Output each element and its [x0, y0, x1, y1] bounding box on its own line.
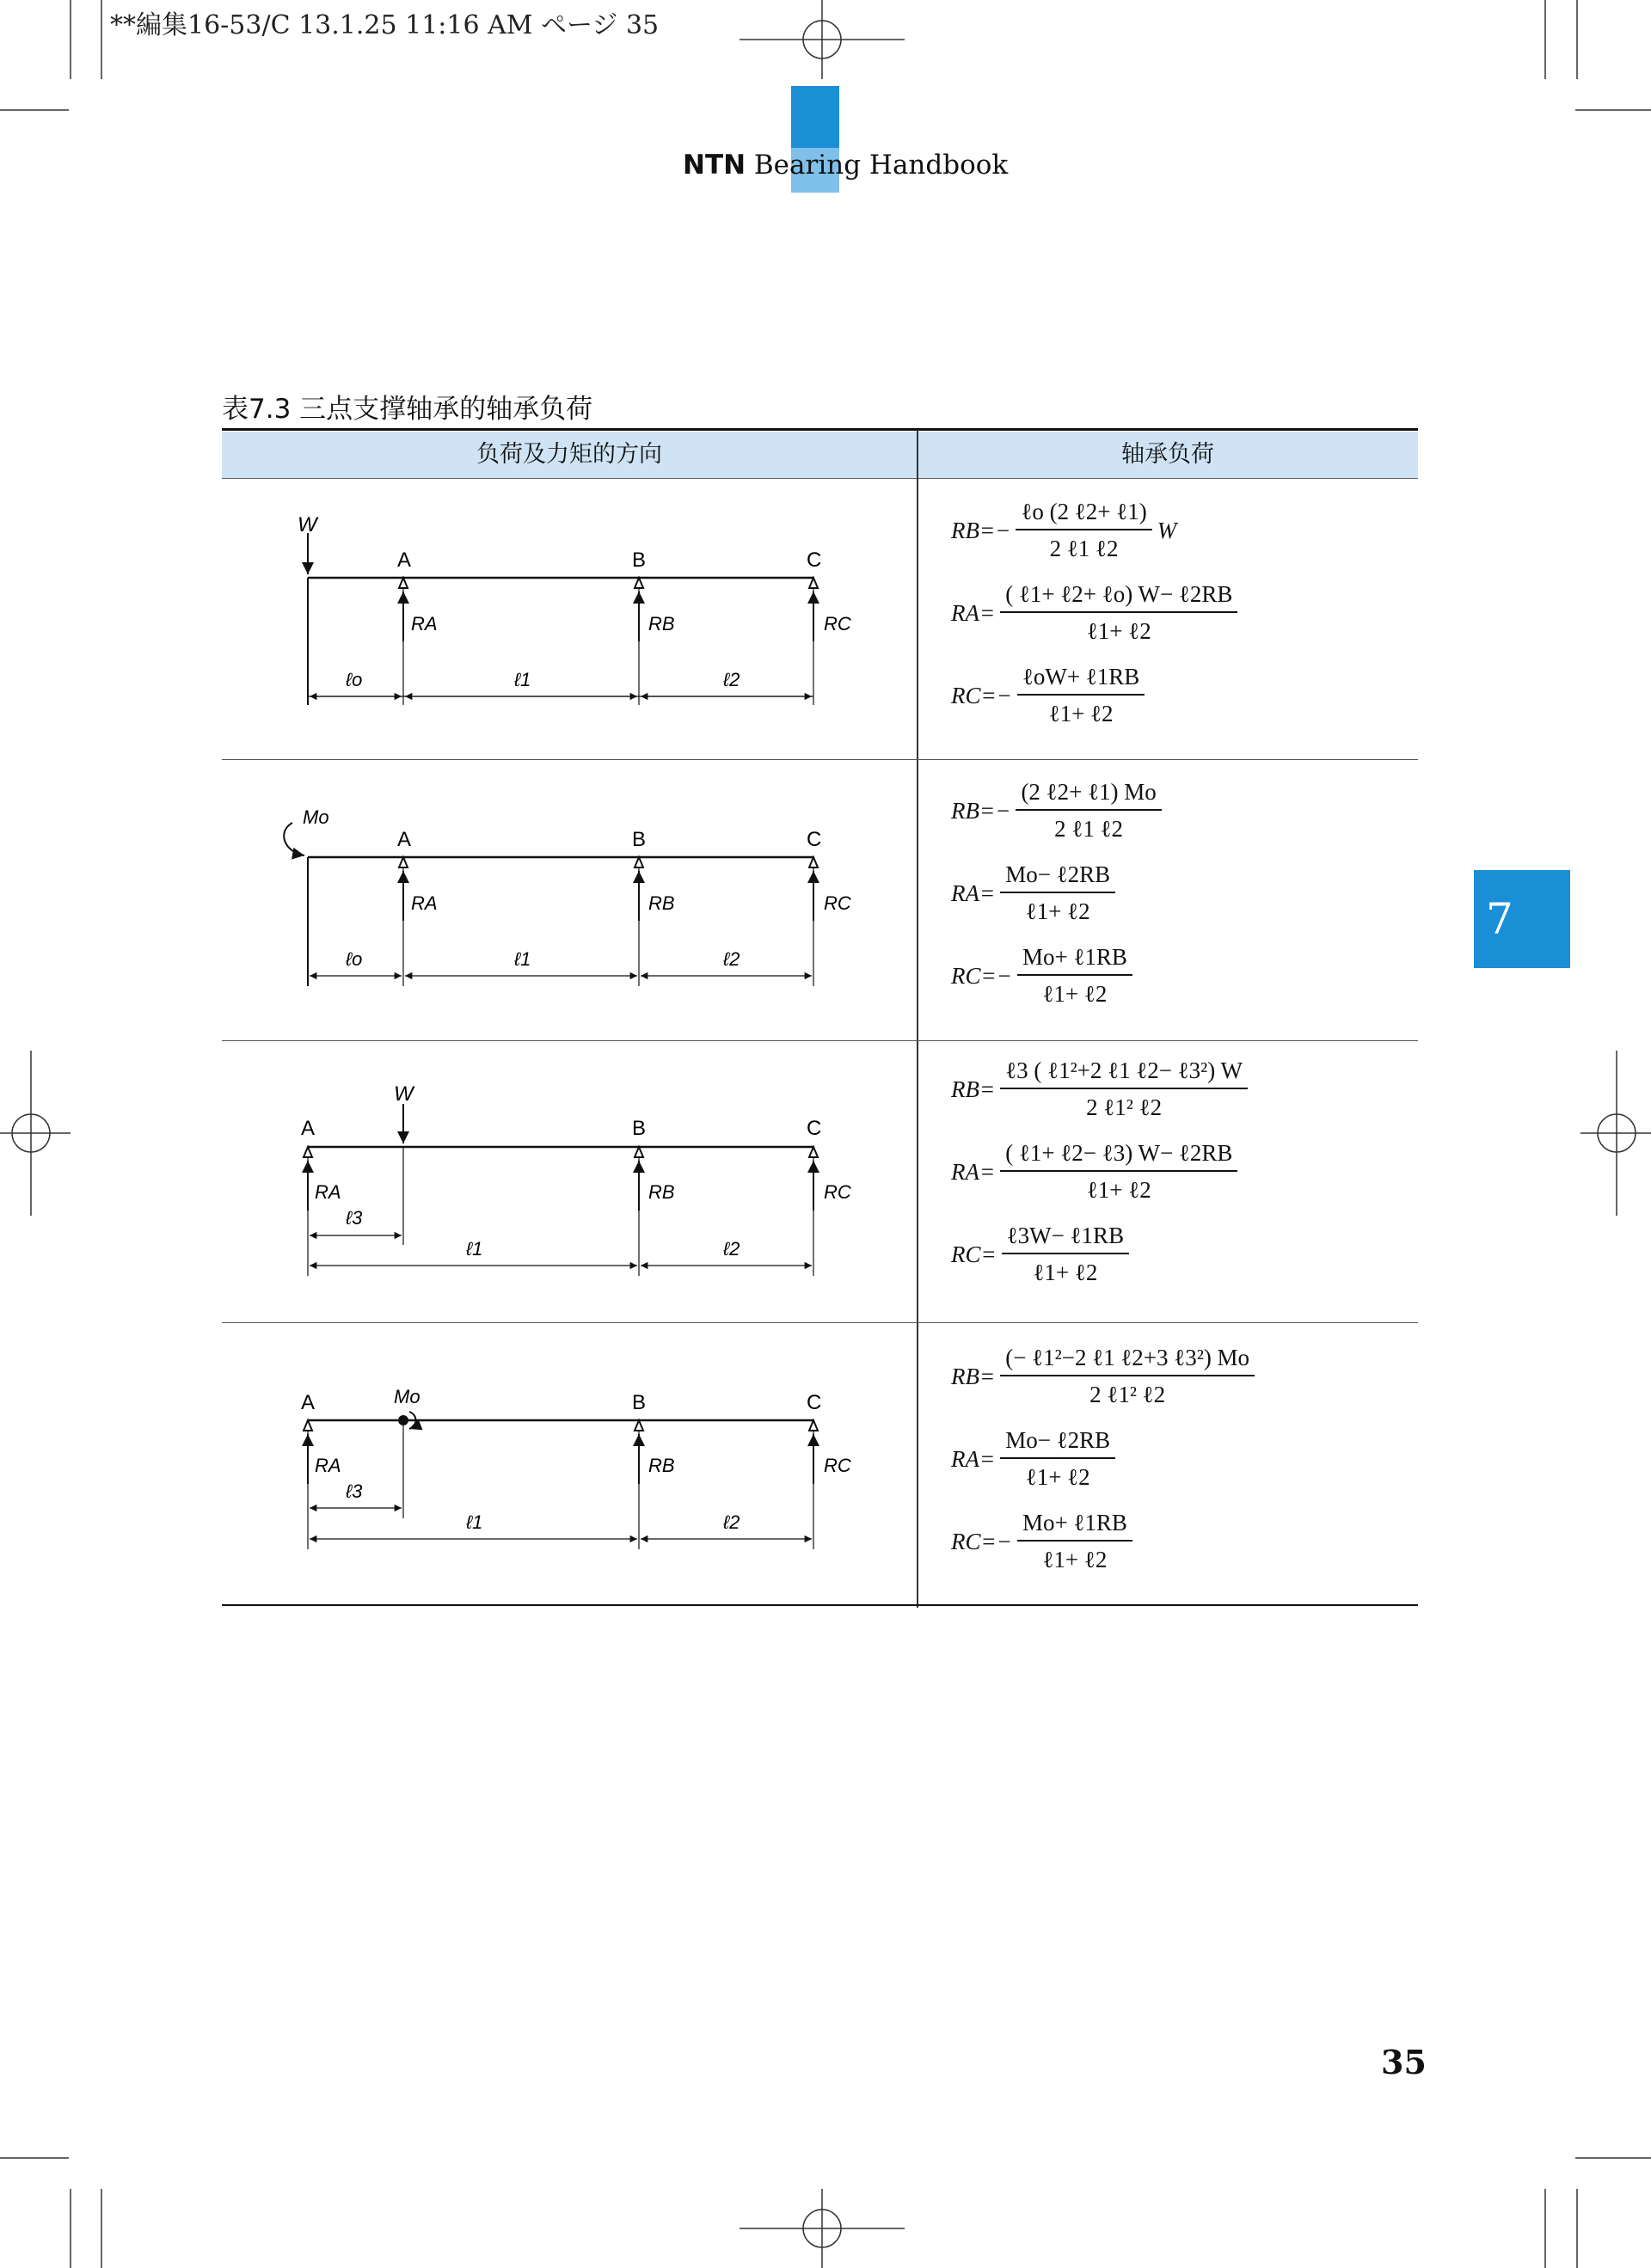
moment-label: Mo — [303, 806, 329, 828]
support-label-b: B — [632, 549, 647, 572]
formula-group-1 — [951, 492, 1415, 771]
formula-rb — [951, 1051, 1253, 1128]
formula-ra — [951, 1420, 1120, 1498]
chapter-tab: 7 — [1474, 870, 1570, 968]
reaction-label-a: RA — [411, 892, 438, 914]
formula-lhs: RA= — [951, 1158, 996, 1185]
numerator: ℓo (2 ℓ2+ ℓ1) — [1016, 499, 1151, 530]
formula-lhs: RB=− — [951, 797, 1011, 824]
fraction — [1016, 779, 1161, 843]
formula-group-3 — [951, 1051, 1415, 1330]
support-label-b: B — [632, 828, 647, 851]
reaction-label-a: RA — [315, 1455, 341, 1476]
reaction-label-b: RB — [648, 1181, 675, 1203]
span-label-l1: ℓ1 — [514, 669, 531, 690]
support-label-b: B — [632, 1117, 647, 1140]
formula-lhs: RB= — [951, 1363, 996, 1389]
numerator: Mo− ℓ2RB — [1000, 1427, 1115, 1459]
span-label-l1: ℓ1 — [514, 948, 531, 970]
formula-lhs: RC= — [951, 1241, 997, 1267]
denominator: ℓ1+ ℓ2 — [1048, 701, 1114, 726]
table-top-rule — [222, 428, 1418, 431]
moment-label: Mo — [394, 1386, 420, 1407]
brand-rest: Bearing Handbook — [746, 150, 1009, 181]
fraction — [1017, 1510, 1132, 1573]
denominator: ℓ1+ ℓ2 — [1025, 898, 1090, 924]
formula-lhs: RB= — [951, 1076, 996, 1102]
beam-diagram-overhang-moment — [222, 761, 917, 1040]
support-label-b: B — [632, 1391, 647, 1414]
brand-bar — [791, 86, 839, 148]
beam-diagram-span-load — [222, 1042, 917, 1321]
formula-lhs: RC=− — [951, 682, 1012, 708]
denominator: 2 ℓ1² ℓ2 — [1089, 1382, 1166, 1407]
reaction-label-c: RC — [824, 1181, 851, 1203]
formula-rb — [951, 1338, 1260, 1415]
fraction — [1000, 581, 1237, 645]
formula-lhs: RA= — [951, 599, 996, 626]
numerator: ℓ3 ( ℓ1²+2 ℓ1 ℓ2− ℓ3²) W — [1000, 1057, 1248, 1089]
denominator: 2 ℓ1 ℓ2 — [1049, 536, 1119, 561]
numerator: ( ℓ1+ ℓ2+ ℓo) W− ℓ2RB — [1000, 581, 1237, 613]
numerator: Mo+ ℓ1RB — [1017, 1510, 1132, 1542]
numerator: ( ℓ1+ ℓ2− ℓ3) W− ℓ2RB — [1000, 1140, 1237, 1172]
support-label-a: A — [397, 549, 412, 572]
formula-rc — [951, 1216, 1134, 1293]
formula-lhs: RB=− — [951, 517, 1011, 543]
beam-diagram-span-moment — [222, 1324, 917, 1603]
denominator: ℓ1+ ℓ2 — [1033, 1260, 1098, 1285]
denominator: ℓ1+ ℓ2 — [1042, 1547, 1108, 1572]
reaction-label-b: RB — [648, 892, 675, 914]
formula-ra — [951, 1133, 1243, 1211]
fraction — [1000, 1057, 1248, 1121]
numerator: (− ℓ1²−2 ℓ1 ℓ2+3 ℓ3²) Mo — [1000, 1345, 1255, 1376]
reaction-label-c: RC — [824, 613, 851, 634]
support-label-a: A — [301, 1117, 316, 1140]
numerator: Mo− ℓ2RB — [1000, 861, 1115, 893]
span-label-l2: ℓ2 — [723, 1238, 740, 1260]
reaction-label-c: RC — [824, 892, 851, 914]
reaction-label-b: RB — [648, 1455, 675, 1476]
formula-lhs: RC=− — [951, 962, 1012, 989]
header-rule — [222, 478, 1418, 479]
span-label-l2: ℓ2 — [723, 669, 740, 690]
fraction — [1000, 1345, 1255, 1408]
fraction — [1002, 1223, 1129, 1286]
denominator: ℓ1+ ℓ2 — [1086, 1177, 1151, 1203]
formula-lhs: RA= — [951, 1445, 996, 1472]
table-caption: 表7.3 三点支撑轴承的轴承负荷 — [222, 394, 593, 425]
print-slug: **編集16-53/C 13.1.25 11:16 AM ページ 35 — [110, 10, 660, 40]
page-number: 35 — [1381, 2043, 1427, 2081]
formula-tail: W — [1157, 517, 1177, 543]
formula-group-2 — [951, 772, 1415, 1051]
formula-ra — [951, 855, 1120, 932]
span-label-l0: ℓo — [346, 948, 363, 970]
span-label-l2: ℓ2 — [723, 1511, 740, 1533]
denominator: ℓ1+ ℓ2 — [1042, 981, 1108, 1007]
column-divider — [917, 430, 918, 1608]
formula-rc — [951, 937, 1138, 1014]
denominator: 2 ℓ1² ℓ2 — [1086, 1094, 1163, 1120]
support-label-c: C — [807, 1117, 822, 1140]
support-label-c: C — [807, 549, 822, 572]
formula-rc — [951, 657, 1150, 734]
support-label-c: C — [807, 828, 822, 851]
header-bearing-load: 轴承负荷 — [918, 432, 1418, 478]
denominator: 2 ℓ1 ℓ2 — [1054, 816, 1124, 842]
fraction — [1016, 499, 1151, 562]
handbook-title — [683, 150, 1008, 181]
brand-name: NTN — [683, 150, 746, 181]
formula-rb — [951, 772, 1167, 849]
formula-rb — [951, 492, 1176, 569]
formula-rc — [951, 1503, 1138, 1580]
span-label-l0: ℓo — [346, 669, 363, 690]
support-label-a: A — [397, 828, 412, 851]
support-label-a: A — [301, 1391, 316, 1414]
formula-group-4 — [951, 1338, 1415, 1617]
span-label-l3: ℓ3 — [346, 1207, 363, 1229]
formula-ra — [951, 574, 1243, 652]
fraction — [1000, 861, 1115, 925]
support-label-c: C — [807, 1391, 822, 1414]
numerator: (2 ℓ2+ ℓ1) Mo — [1016, 779, 1161, 811]
numerator: ℓoW+ ℓ1RB — [1017, 664, 1145, 696]
reaction-label-c: RC — [824, 1455, 851, 1476]
load-label: W — [394, 1082, 414, 1106]
formula-lhs: RA= — [951, 880, 996, 906]
fraction — [1000, 1140, 1237, 1204]
span-label-l3: ℓ3 — [346, 1480, 363, 1502]
numerator: Mo+ ℓ1RB — [1017, 944, 1132, 976]
load-label: W — [298, 513, 317, 536]
fraction — [1017, 664, 1145, 727]
reaction-label-a: RA — [315, 1181, 341, 1203]
fraction — [1000, 1427, 1115, 1491]
fraction — [1017, 944, 1132, 1008]
span-label-l1: ℓ1 — [466, 1511, 483, 1533]
formula-lhs: RC=− — [951, 1528, 1012, 1554]
span-label-l1: ℓ1 — [466, 1238, 483, 1260]
denominator: ℓ1+ ℓ2 — [1025, 1464, 1090, 1490]
beam-diagram-overhang-load — [222, 480, 917, 759]
reaction-label-b: RB — [648, 613, 675, 634]
numerator: ℓ3W− ℓ1RB — [1002, 1223, 1129, 1254]
reaction-label-a: RA — [411, 613, 438, 634]
header-load-direction: 负荷及力矩的方向 — [222, 432, 917, 478]
span-label-l2: ℓ2 — [723, 948, 740, 970]
denominator: ℓ1+ ℓ2 — [1086, 618, 1151, 644]
